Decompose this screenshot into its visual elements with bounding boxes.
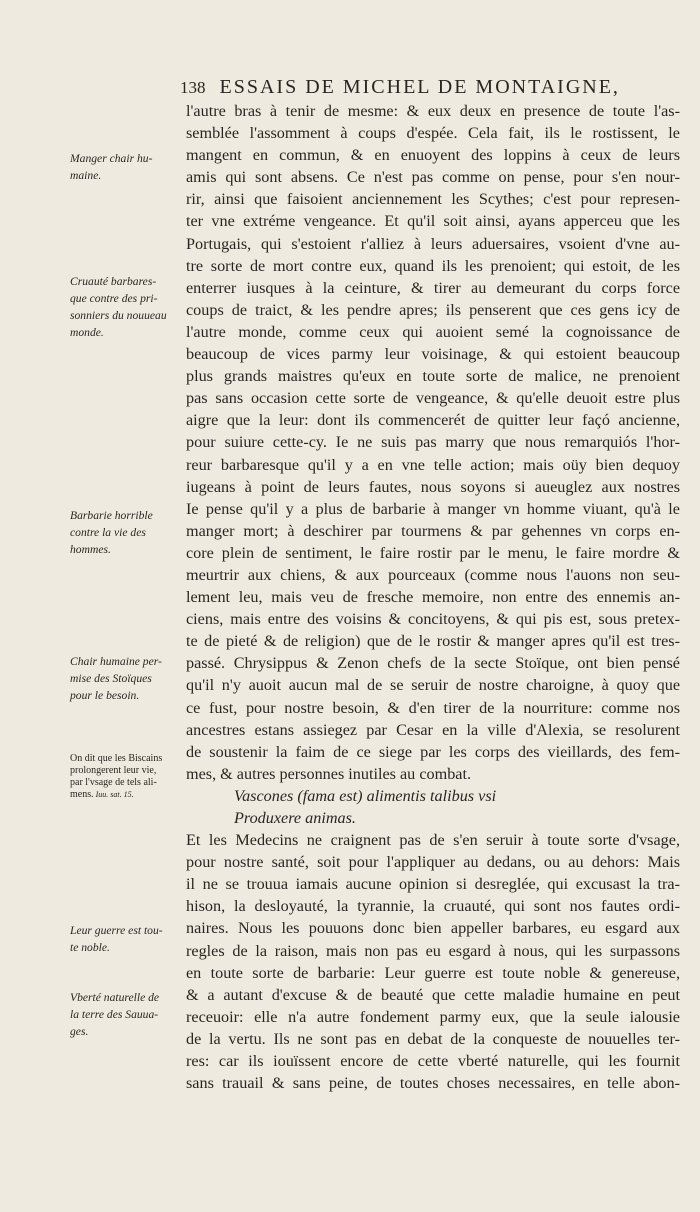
text-line: ce fust, pour nostre besoin, & d'en tirer de la nourriture: comme nos (186, 698, 680, 717)
text-line: ter vne extréme vengeance. Et qu'il soit ainsi, ayans apperceu que les (186, 212, 680, 231)
margin-note-line: contre la vie des (70, 526, 146, 539)
text-line: ciens, mais entre des voisins & concitoyens, & qui pis est, sous pretex- (186, 610, 680, 629)
margin-note-line: Manger chair hu- (70, 152, 153, 165)
text-line: & a autant d'excuse & de beauté que cette maladie humaine en peut (186, 985, 680, 1004)
text-line: hison, la desloyauté, la tyrannie, la cruauté, qui sont nos fautes ordi- (186, 897, 680, 916)
margin-note-line: prolongerent leur vie, (70, 765, 157, 776)
text-line: meurtrir aux chiens, & aux pourceaux (comme nous l'auons non seu- (186, 565, 680, 584)
margin-note-4 (70, 653, 180, 704)
text-line: mangent en commun, & en enuoyent des loppins à ceux de leurs (186, 146, 680, 165)
text-block-1 (186, 100, 680, 785)
text-line: pour suiure cette-cy. Ie ne suis pas marry que nous remarquiós l'hor- (186, 433, 680, 452)
text-line: il ne se trouua iamais aucune opinion si desreglée, qui excusast la tra- (186, 875, 680, 894)
text-line: passé. Chrysippus & Zenon chefs de la secte Stoïque, ont bien pensé (186, 654, 680, 673)
text-line: lement leu, mais veu de fresche memoire, non entre des ennemis an- (186, 588, 680, 607)
margin-note-line: Vberté naturelle de (70, 991, 160, 1004)
margin-note-line: que contre des pri- (70, 292, 158, 305)
margin-note-1 (70, 150, 180, 184)
margin-note-line: Chair humaine per- (70, 655, 162, 668)
text-line: de soustenir la faim de ce siege par les corps des vieillards, des fem- (186, 742, 680, 761)
page-number: 138 (180, 78, 206, 97)
running-title: ESSAIS DE MICHEL DE MONTAIGNE, (219, 76, 620, 98)
margin-note-line: ges. (70, 1025, 89, 1038)
text-line: reur barbaresque qu'il y a en vne telle action; mais oüy bien dequoy (186, 455, 680, 474)
margin-note-line: monde. (70, 326, 104, 339)
margin-note-line: Barbarie horrible (70, 509, 153, 522)
text-block-2 (186, 829, 680, 1094)
text-line: mes, & autres personnes inutiles au combat. (186, 764, 472, 783)
margin-note-6 (70, 922, 180, 956)
text-line: sans trauail & sans peine, de toutes choses necessaires, en telle abon- (186, 1074, 680, 1093)
text-line: te de pieté & de religion) que de le rostir & manger apres qu'il est tres- (186, 632, 680, 651)
text-line: qu'il n'y auoit aucun mal de se seruir de nostre charoigne, à quoy que (186, 676, 680, 695)
text-line: l'autre monde, comme ceux qui auoient semé la cognoissance de (186, 322, 680, 341)
text-line: naires. Nous les pouuons donc bien appeller barbares, eu esgard aux (186, 919, 680, 938)
page-header (180, 76, 650, 99)
margin-note-7 (70, 989, 180, 1040)
margin-note-2 (70, 273, 180, 341)
margin-note-line: sonniers du nouueau (70, 309, 167, 322)
text-line: l'autre bras à tenir de mesme: & eux deux en presence de toute l'as- (186, 102, 680, 120)
margin-note-line: pour le besoin. (70, 689, 140, 702)
text-line: coups de traict, & les pendre apres; ils penserent que ces gens icy de (186, 300, 680, 319)
text-line: tre sorte de mort contre eux, quand ils les prenoient; qui estoit, de les (186, 256, 680, 275)
text-line: regles de la raison, mais non pas eu esgard à nous, qui les surpassons (186, 941, 680, 960)
main-text (186, 100, 680, 1094)
margin-note-line: On dit que les Biscains (70, 753, 163, 764)
margin-reference: Iuu. sat. 15. (93, 790, 134, 799)
text-line: rir, ainsi que faisoient anciennement les Scythes; c'est pour represen- (186, 190, 680, 209)
margin-note-3 (70, 507, 180, 558)
text-line: Ie pense qu'il y a plus de barbarie à manger vn homme viuant, qu'à le (186, 499, 680, 518)
text-line: pour nostre santé, soit pour l'appliquer au dedans, ou au dehors: Mais (186, 853, 680, 872)
margin-note-5 (70, 753, 182, 801)
margin-note-line: par l'vsage de tels ali- (70, 777, 157, 788)
text-line: res: car ils iouïssent encore de cette vberté naturelle, qui les fournit (186, 1052, 680, 1071)
text-line: plus grands maistres qu'eux en toute sorte de malice, ne prenoient (186, 367, 680, 386)
text-line: ancestres estans assiegez par Cesar en la ville d'Alexia, se resolurent (186, 720, 680, 739)
text-line: Et les Medecins ne craignent pas de s'en seruir à toute sorte d'vsage, (186, 831, 680, 850)
text-line: Portugais, qui s'estoient r'alliez à leurs aduersaires, vsoient d'vne au- (186, 234, 680, 253)
text-line: iugeans à point de leurs fautes, nous soyons si aueuglez aux nostres (186, 477, 680, 496)
margin-note-line: mise des Stoïques (70, 672, 152, 685)
text-line: amis qui sont absens. Ce n'est pas comme on pense, pour s'en nour- (186, 168, 680, 187)
text-line: en toute sorte de barbarie: Leur guerre est toute noble & genereuse, (186, 963, 680, 982)
text-line: pas sans occasion cette sorte de vengeance, & qu'elle deuoit estre plus (186, 389, 680, 408)
margin-note-line: Leur guerre est tou- (70, 924, 163, 937)
latin-quote (186, 785, 680, 829)
text-line: semblée l'assomment à coups d'espée. Cela fait, ils le rostissent, le (186, 124, 680, 143)
margin-note-line: Cruauté barbares- (70, 275, 157, 288)
text-line: de la vertu. Ils ne sont pas en debat de la conqueste de nouuelles ter- (186, 1029, 680, 1048)
margin-note-line: te noble. (70, 941, 110, 954)
text-line: Vascones (fama est) alimentis talibus vsi (234, 786, 497, 805)
text-line: manger mort; à deschirer par tourmens & par gehennes vn corps en- (186, 521, 680, 540)
text-line: receuoir: elle n'a autre fondement parmy eux, que la seule ialousie (186, 1007, 680, 1026)
text-line: aigre que la leur: dont ils commencerét de quitter leur façó ancienne, (186, 411, 680, 430)
margin-note-line: hommes. (70, 543, 111, 556)
text-line: core plein de sentiment, le faire rostir par le menu, le faire mordre & (186, 543, 680, 562)
margin-note-line: la terre des Sauua- (70, 1008, 159, 1021)
margin-note-line: maine. (70, 169, 102, 182)
margin-note-line: mens. Iuu. sat. 15. (70, 789, 134, 800)
text-line: enterrer iusques à la ceinture, & tirer au demeurant du corps force (186, 278, 680, 297)
text-line: beaucoup de vices parmy leur voisinage, & qui estoient beaucoup (186, 345, 680, 364)
text-line: Produxere animas. (234, 809, 356, 827)
